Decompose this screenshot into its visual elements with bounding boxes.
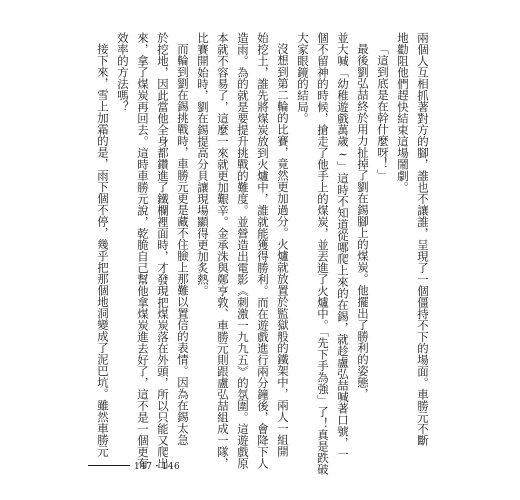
text-line: 於挖地，因此當他全身都鑽進了鐵欄裡面時，才發現把煤炭落在外頭，所以只能又爬出 xyxy=(156,32,170,469)
text-line: 個不留神的時候，搶走了他手上的煤炭，並丟進了火爐中。「先下手為強」了！真是跌破 xyxy=(316,32,330,475)
text-line: 大家眼鏡的結局。 xyxy=(296,32,310,124)
text-line: 沒想到第二輪的比賽，竟然更加過分。火爐就放置於監獄般的鐵架中，兩人一組開 xyxy=(276,43,290,457)
footer-rule xyxy=(88,465,130,466)
page-footer xyxy=(88,459,180,472)
text-line: 接下來，雪上加霜的是，雨下個不停，幾乎把那個地洞變成了泥巴坑。雖然車勝元 xyxy=(96,43,110,457)
text-line: 而輪到劉在錫挑戰時，車勝元更是藏不住臉上那難以置信的表情。因為在錫太急 xyxy=(176,43,190,446)
text-line: 並大喊「幼稚遊戲萬歲∼」這時不知道從哪爬上來的在錫，就趁盧弘喆喊著口號，一 xyxy=(336,32,350,461)
text-line: 地勸阻他們趕快結束這場鬧劇。 xyxy=(396,32,410,193)
text-line: 「這到底是在幹什麼呀！」 xyxy=(376,43,390,181)
text-line: 兩個人互相抓著對方的腳，誰也不讓誰，呈現了一個僵持不下的場面。車勝元不斷 xyxy=(416,32,430,446)
page-number: 147・146 xyxy=(134,462,181,472)
text-line: 始挖土，誰先將煤炭放到火爐中，誰就能獲得勝利。而在遊戲進行兩分鐘後，會降下人 xyxy=(256,32,270,469)
text-line: 本就不容易了，這麼一來就更加艱辛。金承洙與鄭亨敦、車勝元則跟盧弘喆組成一隊， xyxy=(216,32,230,469)
text-line: 效率的方法嗎？ xyxy=(116,32,130,113)
text-line: 比賽開始時，劉在錫提高分貝讓現場顯得更加炙熱。 xyxy=(196,32,210,297)
text-line: 造雨。為的就是要提升挑戰的難度。並營造出電影《刺激一九九五》的氛圍。這遊戲原 xyxy=(236,32,250,469)
text-line: 來，拿了煤炭再回去。這時車勝元說，乾脆自己幫他拿煤炭進去好了，這不是一個更有 xyxy=(136,32,150,469)
text-line: 最後劉弘喆終於用力扯掉了劉在錫腳上的煤炭。他擺出了勝利的姿態， xyxy=(356,43,370,400)
